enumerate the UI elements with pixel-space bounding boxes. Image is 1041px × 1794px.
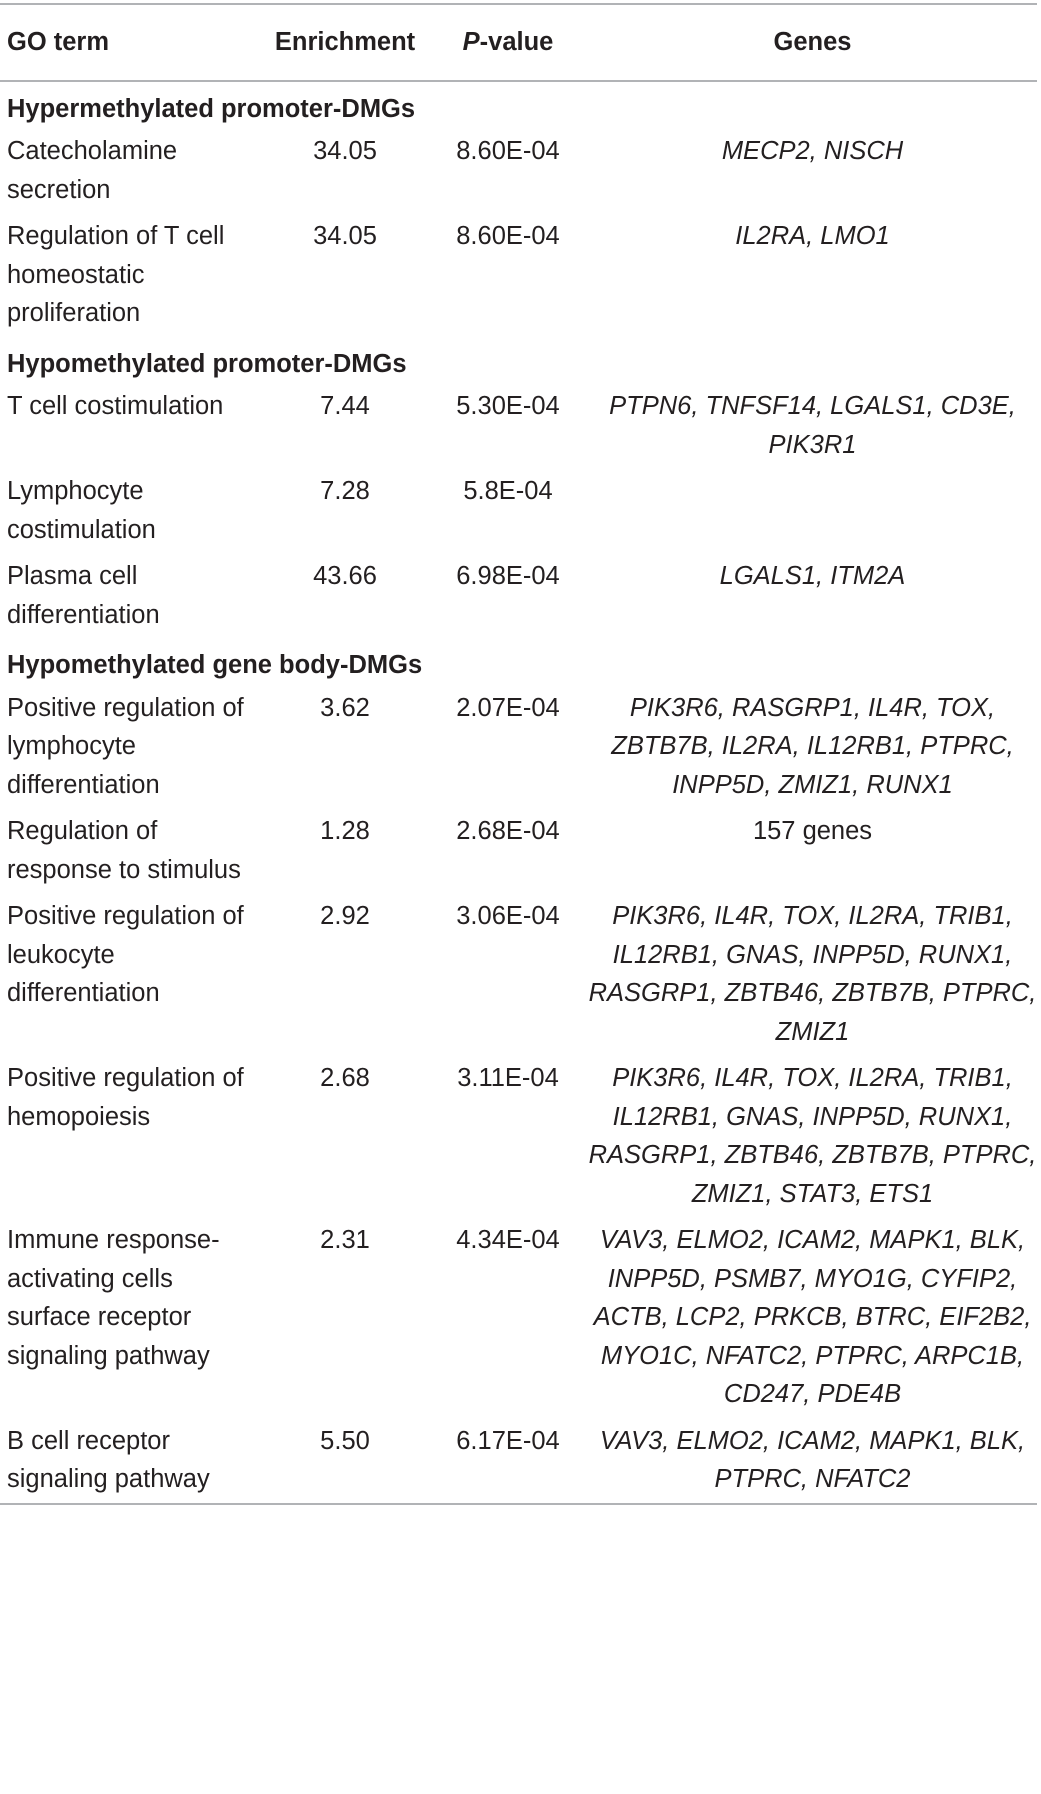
pvalue-cell: 2.68E-04 [456, 817, 560, 845]
table-row [0, 1418, 1037, 1504]
go-term-cell: B cell receptor signaling pathway [7, 1426, 210, 1493]
pvalue-cell: 4.34E-04 [456, 1226, 560, 1254]
enrichment-cell: 2.68 [320, 1064, 370, 1092]
pvalue-cell: 3.11E-04 [457, 1064, 559, 1092]
section-title: Hypomethylated gene body-DMGs [7, 651, 423, 679]
table-row [0, 1217, 1037, 1418]
go-term-cell: Positive regulation of leukocyte differentiation [7, 902, 244, 1007]
table-body [0, 81, 1037, 1504]
section-row [0, 337, 1037, 384]
section-row [0, 638, 1037, 685]
go-term-cell: Plasma cell differentiation [7, 562, 160, 629]
pvalue-cell: 8.60E-04 [456, 222, 560, 250]
pvalue-cell: 8.60E-04 [456, 137, 560, 165]
go-term-cell: Immune response-activating cells surface receptor signaling pathway [7, 1226, 220, 1370]
enrichment-cell: 3.62 [320, 693, 370, 722]
pvalue-cell: 5.8E-04 [463, 477, 553, 505]
genes-cell: PIK3R6, IL4R, TOX, IL2RA, TRIB1, IL12RB1, GNAS, INPP5D, RUNX1, RASGRP1, ZBTB46, ZBTB7B, PTPRC, ZMIZ1, STAT3, ETS1 [588, 1064, 1037, 1208]
enrichment-cell: 5.50 [320, 1426, 370, 1455]
table-row [0, 553, 1037, 638]
genes-cell: PIK3R6, RASGRP1, IL4R, TOX, ZBTB7B, IL2RA, IL12RB1, PTPRC, INPP5D, ZMIZ1, RUNX1 [611, 693, 1014, 799]
genes-cell: MECP2, NISCH [721, 137, 904, 165]
go-term-cell: T cell costimulation [7, 392, 224, 420]
table-header [0, 4, 1037, 81]
enrichment-cell: 2.92 [320, 902, 370, 930]
section-title: Hypermethylated promoter-DMGs [7, 94, 416, 123]
table-row [0, 893, 1037, 1055]
go-term-cell: Positive regulation of lymphocyte differentiation [7, 693, 244, 799]
enrichment-cell: 2.31 [320, 1226, 370, 1254]
pvalue-cell: 2.07E-04 [456, 693, 560, 722]
pvalue-cell: 5.30E-04 [456, 392, 560, 420]
table-row [0, 383, 1037, 468]
genes-cell: PIK3R6, IL4R, TOX, IL2RA, TRIB1, IL12RB1, GNAS, INPP5D, RUNX1, RASGRP1, ZBTB46, ZBTB7B, PTPRC, ZMIZ1 [588, 902, 1037, 1046]
genes-cell [588, 468, 1037, 553]
go-term-cell: Positive regulation of hemopoiesis [7, 1064, 244, 1131]
genes-cell: VAV3, ELMO2, ICAM2, MAPK1, BLK, INPP5D, PSMB7, MYO1G, CYFIP2, ACTB, LCP2, PRKCB, BTRC, EIF2B2, MYO1C, NFATC2, PTPRC, ARPC1B, CD247, PDE4B [593, 1226, 1032, 1408]
enrichment-cell: 1.28 [320, 817, 370, 845]
table-row [0, 808, 1037, 893]
go-term-cell: Catecholamine secretion [7, 137, 178, 204]
header-pvalue-p: P [462, 28, 480, 56]
header-pvalue-rest: -value [479, 28, 554, 56]
header-row [0, 4, 1037, 81]
pvalue-cell: 6.98E-04 [456, 562, 560, 590]
table-row [0, 213, 1037, 337]
header-pvalue [428, 4, 588, 81]
go-term-cell: Regulation of T cell homeostatic proliferation [7, 222, 225, 327]
genes-cell: 157 genes [752, 817, 873, 845]
go-enrichment-table [0, 3, 1037, 1505]
enrichment-cell: 34.05 [313, 137, 377, 165]
go-term-cell: Regulation of response to stimulus [7, 817, 241, 884]
genes-cell: PTPN6, TNFSF14, LGALS1, CD3E, PIK3R1 [609, 392, 1016, 459]
header-enrichment: Enrichment [274, 28, 416, 56]
genes-cell: VAV3, ELMO2, ICAM2, MAPK1, BLK, PTPRC, NFATC2 [599, 1426, 1026, 1493]
section-row [0, 81, 1037, 129]
table-row [0, 1055, 1037, 1217]
go-term-cell: Lymphocyte costimulation [7, 477, 156, 544]
enrichment-cell: 43.66 [313, 562, 377, 590]
pvalue-cell: 6.17E-04 [456, 1426, 560, 1455]
pvalue-cell: 3.06E-04 [456, 902, 560, 930]
enrichment-cell: 34.05 [313, 222, 377, 250]
enrichment-cell: 7.28 [320, 477, 370, 505]
section-title: Hypomethylated promoter-DMGs [7, 349, 407, 378]
genes-cell: LGALS1, ITM2A [719, 562, 906, 590]
table-row [0, 128, 1037, 213]
table-row [0, 468, 1037, 553]
enrichment-cell: 7.44 [320, 392, 370, 420]
header-genes: Genes [773, 28, 852, 56]
header-go-term: GO term [7, 28, 110, 56]
table-row [0, 685, 1037, 809]
genes-cell: IL2RA, LMO1 [735, 222, 890, 250]
